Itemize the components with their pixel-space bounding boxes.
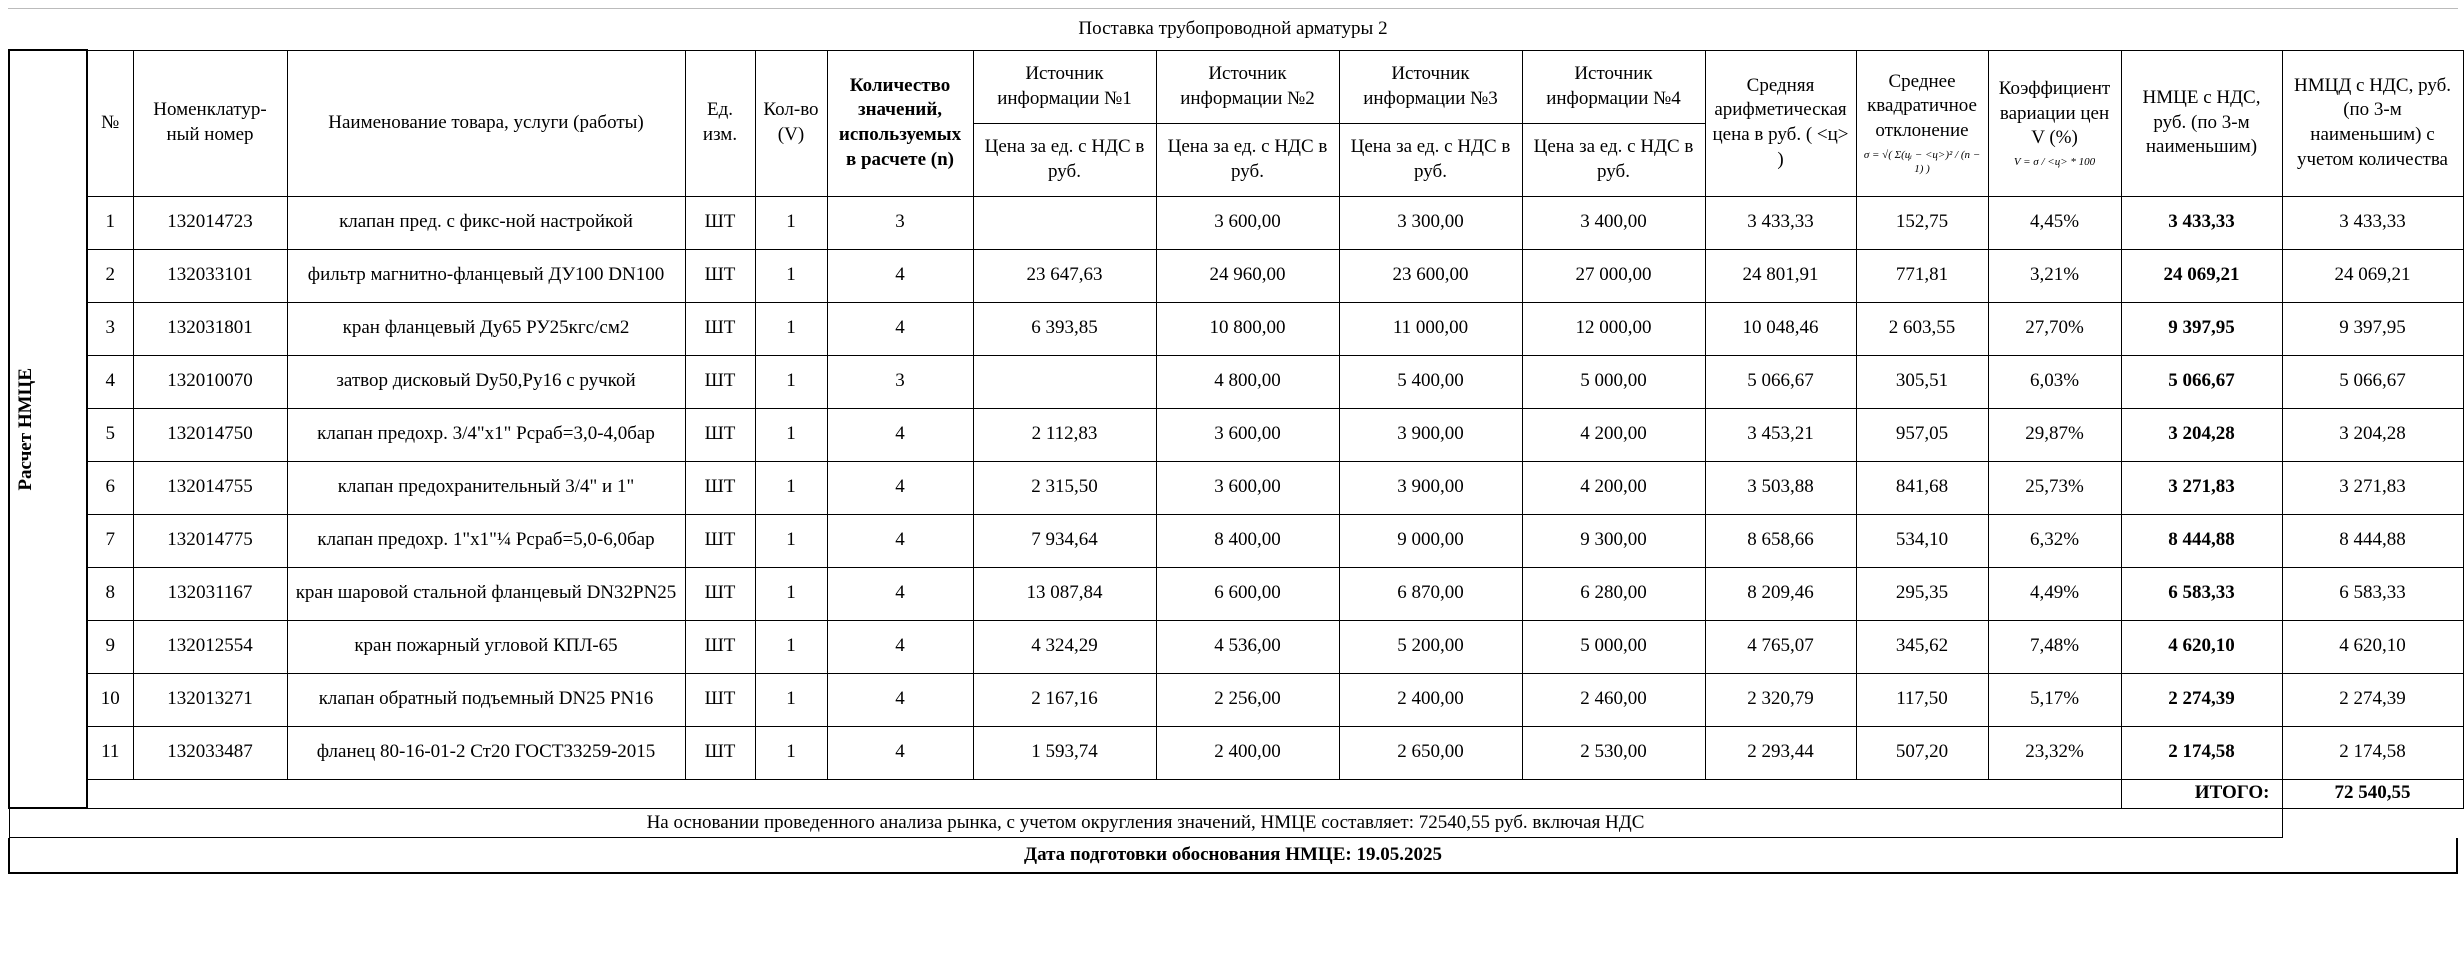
row-nmcd: 3 271,83 [2282, 461, 2463, 514]
row-price-1: 1 593,74 [973, 726, 1156, 779]
row-price-2: 10 800,00 [1156, 302, 1339, 355]
row-qty: 1 [755, 302, 827, 355]
row-average: 10 048,46 [1705, 302, 1856, 355]
total-row [9, 779, 2463, 808]
row-nmcd: 4 620,10 [2282, 620, 2463, 673]
row-code: 132012554 [133, 620, 287, 673]
row-name: клапан предохр. 3/4"x1" Рсраб=3,0-4,0бар [287, 408, 685, 461]
header-qty: Кол-во (V) [755, 50, 827, 196]
header-num: № [87, 50, 133, 196]
row-number: 5 [87, 408, 133, 461]
header-source-2: Источник информации №2 [1156, 50, 1339, 123]
header-unit: Ед. изм. [685, 50, 755, 196]
row-price-3: 5 200,00 [1339, 620, 1522, 673]
row-unit: ШТ [685, 302, 755, 355]
row-price-4: 9 300,00 [1522, 514, 1705, 567]
row-qty: 1 [755, 461, 827, 514]
row-std: 957,05 [1856, 408, 1988, 461]
row-qty: 1 [755, 620, 827, 673]
row-average: 4 765,07 [1705, 620, 1856, 673]
row-count: 4 [827, 726, 973, 779]
row-unit: ШТ [685, 567, 755, 620]
row-number: 4 [87, 355, 133, 408]
row-name: кран шаровой стальной фланцевый DN32PN25 [287, 567, 685, 620]
row-count: 4 [827, 461, 973, 514]
row-number: 10 [87, 673, 133, 726]
row-nmce: 2 174,58 [2121, 726, 2282, 779]
row-price-1: 6 393,85 [973, 302, 1156, 355]
row-nmce: 5 066,67 [2121, 355, 2282, 408]
row-average: 8 658,66 [1705, 514, 1856, 567]
date-line: Дата подготовки обоснования НМЦЕ: 19.05.2025 [8, 838, 2458, 874]
row-count: 4 [827, 514, 973, 567]
table-row [9, 196, 2463, 249]
row-unit: ШТ [685, 620, 755, 673]
row-qty: 1 [755, 673, 827, 726]
row-std: 841,68 [1856, 461, 1988, 514]
row-price-2: 2 256,00 [1156, 673, 1339, 726]
row-nmce: 24 069,21 [2121, 249, 2282, 302]
note-row [9, 808, 2463, 838]
row-price-4: 2 460,00 [1522, 673, 1705, 726]
header-name: Наименование товара, услуги (работы) [287, 50, 685, 196]
header-std-label: Среднее квадратичное отклонение [1867, 70, 1977, 142]
row-qty: 1 [755, 355, 827, 408]
row-name: кран фланцевый Ду65 РУ25кгс/см2 [287, 302, 685, 355]
header-price-2: Цена за ед. с НДС в руб. [1156, 123, 1339, 196]
row-unit: ШТ [685, 461, 755, 514]
variation-formula: V = σ / <ц> * 100 [2013, 155, 2096, 168]
row-count: 4 [827, 249, 973, 302]
row-nmce: 3 433,33 [2121, 196, 2282, 249]
row-variation: 6,32% [1988, 514, 2121, 567]
row-variation: 7,48% [1988, 620, 2121, 673]
header-source-4: Источник информации №4 [1522, 50, 1705, 123]
row-price-1: 2 315,50 [973, 461, 1156, 514]
row-variation: 29,87% [1988, 408, 2121, 461]
row-count: 3 [827, 355, 973, 408]
row-unit: ШТ [685, 673, 755, 726]
row-std: 117,50 [1856, 673, 1988, 726]
row-variation: 4,45% [1988, 196, 2121, 249]
row-price-2: 8 400,00 [1156, 514, 1339, 567]
row-price-3: 3 900,00 [1339, 461, 1522, 514]
row-price-3: 2 400,00 [1339, 673, 1522, 726]
row-nmcd: 3 433,33 [2282, 196, 2463, 249]
row-price-4: 27 000,00 [1522, 249, 1705, 302]
row-variation: 23,32% [1988, 726, 2121, 779]
row-price-1 [973, 355, 1156, 408]
row-price-2: 3 600,00 [1156, 408, 1339, 461]
total-value: 72 540,55 [2282, 779, 2463, 808]
table-row [9, 302, 2463, 355]
header-nmcd: НМЦД с НДС, руб. (по 3-м наименьшим) с учетом количества [2282, 50, 2463, 196]
row-count: 3 [827, 196, 973, 249]
side-label: Расчет НМЦЕ [15, 367, 36, 491]
row-qty: 1 [755, 408, 827, 461]
row-qty: 1 [755, 196, 827, 249]
row-price-2: 3 600,00 [1156, 196, 1339, 249]
row-nmcd: 6 583,33 [2282, 567, 2463, 620]
row-nmce: 9 397,95 [2121, 302, 2282, 355]
row-number: 9 [87, 620, 133, 673]
row-unit: ШТ [685, 196, 755, 249]
header-std [1856, 50, 1988, 196]
row-price-1: 13 087,84 [973, 567, 1156, 620]
row-unit: ШТ [685, 726, 755, 779]
row-code: 132014723 [133, 196, 287, 249]
row-std: 152,75 [1856, 196, 1988, 249]
row-name: кран пожарный угловой КПЛ-65 [287, 620, 685, 673]
row-name: клапан пред. с фикс-ной настройкой [287, 196, 685, 249]
table-row [9, 567, 2463, 620]
row-name: фильтр магнитно-фланцевый ДУ100 DN100 [287, 249, 685, 302]
header-variation [1988, 50, 2121, 196]
row-count: 4 [827, 302, 973, 355]
row-number: 1 [87, 196, 133, 249]
row-nmcd: 2 174,58 [2282, 726, 2463, 779]
row-name: затвор дисковый Dy50,Ру16 с ручкой [287, 355, 685, 408]
header-code: Номенклатур-ный номер [133, 50, 287, 196]
header-price-3: Цена за ед. с НДС в руб. [1339, 123, 1522, 196]
row-variation: 3,21% [1988, 249, 2121, 302]
row-code: 132010070 [133, 355, 287, 408]
document-title: Поставка трубопроводной арматуры 2 [8, 8, 2458, 49]
row-average: 3 433,33 [1705, 196, 1856, 249]
row-std: 295,35 [1856, 567, 1988, 620]
row-average: 8 209,46 [1705, 567, 1856, 620]
row-average: 3 453,21 [1705, 408, 1856, 461]
row-price-4: 12 000,00 [1522, 302, 1705, 355]
row-nmcd: 5 066,67 [2282, 355, 2463, 408]
header-source-3: Источник информации №3 [1339, 50, 1522, 123]
row-std: 507,20 [1856, 726, 1988, 779]
row-nmce: 8 444,88 [2121, 514, 2282, 567]
row-nmcd: 9 397,95 [2282, 302, 2463, 355]
row-number: 8 [87, 567, 133, 620]
row-code: 132014755 [133, 461, 287, 514]
row-price-2: 4 536,00 [1156, 620, 1339, 673]
row-std: 534,10 [1856, 514, 1988, 567]
table-row [9, 620, 2463, 673]
row-code: 132033101 [133, 249, 287, 302]
row-number: 7 [87, 514, 133, 567]
row-name: клапан предохр. 1"x1"¼ Рсраб=5,0-6,0бар [287, 514, 685, 567]
row-variation: 6,03% [1988, 355, 2121, 408]
row-price-1: 4 324,29 [973, 620, 1156, 673]
row-price-4: 5 000,00 [1522, 620, 1705, 673]
row-qty: 1 [755, 567, 827, 620]
row-price-4: 5 000,00 [1522, 355, 1705, 408]
row-qty: 1 [755, 514, 827, 567]
row-code: 132014775 [133, 514, 287, 567]
header-count: Количество значений, используемых в расчете (n) [827, 50, 973, 196]
header-nmce: НМЦЕ с НДС, руб. (по 3-м наименьшим) [2121, 50, 2282, 196]
sheet [8, 8, 2458, 874]
row-price-1: 7 934,64 [973, 514, 1156, 567]
row-variation: 27,70% [1988, 302, 2121, 355]
row-price-2: 3 600,00 [1156, 461, 1339, 514]
row-price-2: 24 960,00 [1156, 249, 1339, 302]
row-price-3: 11 000,00 [1339, 302, 1522, 355]
row-unit: ШТ [685, 408, 755, 461]
row-price-4: 3 400,00 [1522, 196, 1705, 249]
row-price-4: 4 200,00 [1522, 408, 1705, 461]
row-variation: 25,73% [1988, 461, 2121, 514]
row-std: 305,51 [1856, 355, 1988, 408]
row-name: клапан обратный подъемный DN25 PN16 [287, 673, 685, 726]
row-code: 132014750 [133, 408, 287, 461]
row-number: 2 [87, 249, 133, 302]
row-std: 2 603,55 [1856, 302, 1988, 355]
row-number: 3 [87, 302, 133, 355]
row-name: фланец 80-16-01-2 Ст20 ГОСТ33259-2015 [287, 726, 685, 779]
row-price-1: 2 167,16 [973, 673, 1156, 726]
row-nmcd: 8 444,88 [2282, 514, 2463, 567]
row-price-4: 6 280,00 [1522, 567, 1705, 620]
table-row [9, 461, 2463, 514]
row-number: 11 [87, 726, 133, 779]
row-unit: ШТ [685, 355, 755, 408]
row-count: 4 [827, 408, 973, 461]
table-row [9, 673, 2463, 726]
row-variation: 4,49% [1988, 567, 2121, 620]
row-price-4: 4 200,00 [1522, 461, 1705, 514]
row-nmcd: 24 069,21 [2282, 249, 2463, 302]
std-formula: σ = √( Σ(цᵢ − <ц>)² / (n − 1) ) [1863, 148, 1981, 176]
row-price-4: 2 530,00 [1522, 726, 1705, 779]
row-nmce: 3 204,28 [2121, 408, 2282, 461]
row-price-3: 9 000,00 [1339, 514, 1522, 567]
row-std: 345,62 [1856, 620, 1988, 673]
table-row [9, 355, 2463, 408]
row-count: 4 [827, 567, 973, 620]
row-count: 4 [827, 673, 973, 726]
row-average: 3 503,88 [1705, 461, 1856, 514]
row-price-2: 6 600,00 [1156, 567, 1339, 620]
row-price-1 [973, 196, 1156, 249]
row-price-3: 23 600,00 [1339, 249, 1522, 302]
row-price-2: 2 400,00 [1156, 726, 1339, 779]
row-price-3: 2 650,00 [1339, 726, 1522, 779]
row-average: 24 801,91 [1705, 249, 1856, 302]
total-label: ИТОГО: [2121, 779, 2282, 808]
row-price-3: 6 870,00 [1339, 567, 1522, 620]
row-code: 132013271 [133, 673, 287, 726]
row-nmcd: 2 274,39 [2282, 673, 2463, 726]
header-source-1: Источник информации №1 [973, 50, 1156, 123]
row-price-2: 4 800,00 [1156, 355, 1339, 408]
row-price-1: 23 647,63 [973, 249, 1156, 302]
row-unit: ШТ [685, 249, 755, 302]
table-row [9, 514, 2463, 567]
row-count: 4 [827, 620, 973, 673]
header-average: Средняя арифметическая цена в руб. ( <ц> ) [1705, 50, 1856, 196]
row-nmce: 3 271,83 [2121, 461, 2282, 514]
table-row [9, 408, 2463, 461]
row-qty: 1 [755, 726, 827, 779]
row-price-3: 5 400,00 [1339, 355, 1522, 408]
row-name: клапан предохранительный 3/4" и 1" [287, 461, 685, 514]
side-label-cell [9, 50, 87, 808]
row-qty: 1 [755, 249, 827, 302]
row-average: 2 320,79 [1705, 673, 1856, 726]
row-number: 6 [87, 461, 133, 514]
row-code: 132031167 [133, 567, 287, 620]
row-variation: 5,17% [1988, 673, 2121, 726]
row-price-3: 3 900,00 [1339, 408, 1522, 461]
row-code: 132031801 [133, 302, 287, 355]
row-average: 2 293,44 [1705, 726, 1856, 779]
row-nmce: 4 620,10 [2121, 620, 2282, 673]
nmce-table [8, 49, 2464, 838]
row-price-1: 2 112,83 [973, 408, 1156, 461]
header-price-1: Цена за ед. с НДС в руб. [973, 123, 1156, 196]
row-std: 771,81 [1856, 249, 1988, 302]
row-nmce: 6 583,33 [2121, 567, 2282, 620]
row-code: 132033487 [133, 726, 287, 779]
summary-note: На основании проведенного анализа рынка, с учетом округления значений, НМЦЕ составляет: 72540,55 руб. включая НДС [9, 808, 2282, 838]
row-unit: ШТ [685, 514, 755, 567]
row-nmcd: 3 204,28 [2282, 408, 2463, 461]
row-average: 5 066,67 [1705, 355, 1856, 408]
table-row [9, 726, 2463, 779]
header-variation-label: Коэффициент вариации цен V (%) [1998, 77, 2111, 149]
row-price-3: 3 300,00 [1339, 196, 1522, 249]
table-row [9, 249, 2463, 302]
row-nmce: 2 274,39 [2121, 673, 2282, 726]
total-spacer [87, 779, 2121, 808]
header-price-4: Цена за ед. с НДС в руб. [1522, 123, 1705, 196]
